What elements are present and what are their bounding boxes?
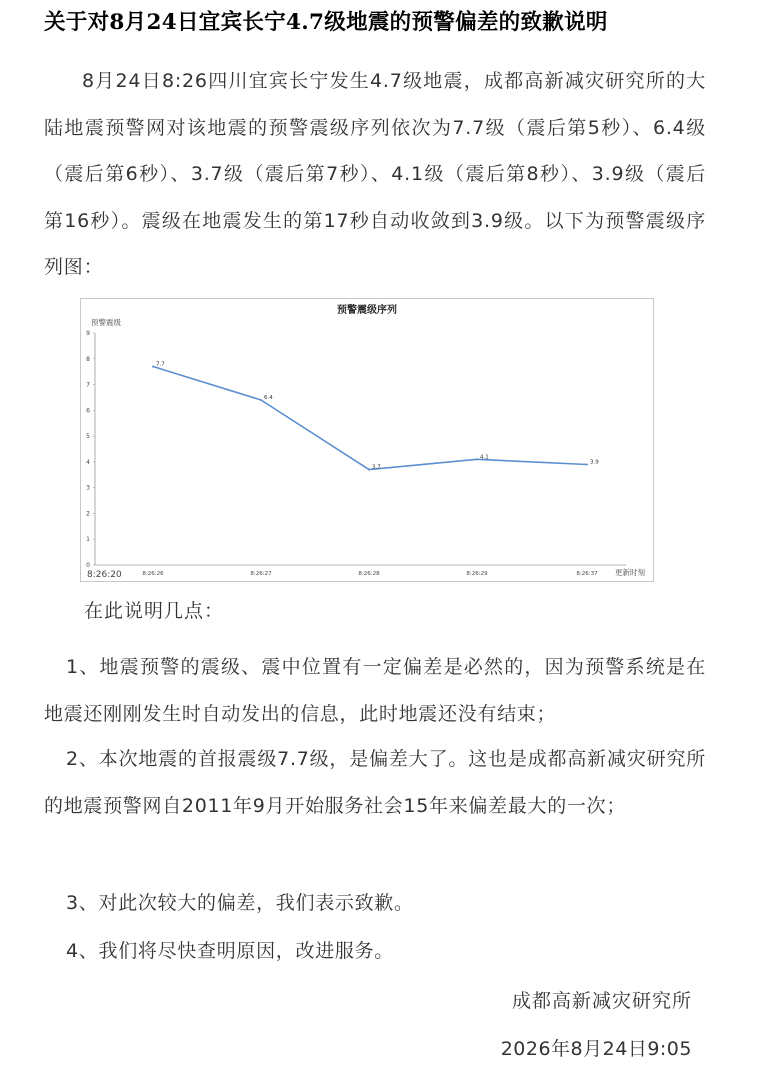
x-tick-label: 8:26:26 xyxy=(142,571,164,577)
y-tick-label: 9 xyxy=(86,330,90,337)
magnitude-sequence-chart xyxy=(80,298,654,582)
x-axis-title: 更新时刻 xyxy=(615,568,645,577)
y-tick-label: 7 xyxy=(86,381,90,389)
y-tick-label: 4 xyxy=(86,458,90,466)
notes-heading: 在此说明几点： xyxy=(84,600,225,622)
series-polyline xyxy=(153,367,587,470)
x-tick-labels xyxy=(142,571,598,577)
note-item-1: 1、地震预警的震级、震中位置有一定偏差是必然的，因为预警系统是在地震还刚刚发生时自动发出的信息，此时地震还没有结束； xyxy=(44,656,706,725)
series-line xyxy=(152,366,588,471)
y-tick-label: 1 xyxy=(86,536,90,544)
x-tick-label: 8:26:29 xyxy=(466,571,488,577)
data-label: 7.7 xyxy=(156,361,165,368)
x-origin-label: 8:26:20 xyxy=(87,570,122,580)
intro-paragraph: 8月24日8:26四川宜宾长宁发生4.7级地震，成都高新减灾研究所的大陆地震预警网对该地震的预警震级序列依次为7.7级（震后第5秒）、6.4级（震后第6秒）、3.7级（震后第7秒）、4.1级（震后第8秒）、3.9级（震后第16秒）。震级在地震发生的第17秒自动收敛到3.9级。以下为预警震级序列图： xyxy=(44,70,706,278)
data-label: 3.9 xyxy=(590,459,599,466)
data-labels xyxy=(156,362,599,471)
document-title: 关于对8月24日宜宾长宁4.7级地震的预警偏差的致歉说明 xyxy=(44,10,608,35)
chart-svg xyxy=(81,299,653,581)
chart-axes xyxy=(93,333,626,565)
data-point xyxy=(586,464,588,466)
y-tick-label: 0 xyxy=(86,562,90,569)
y-tick-labels xyxy=(86,330,90,569)
x-tick-label: 8:26:27 xyxy=(250,571,272,577)
y-tick-label: 6 xyxy=(86,407,90,415)
data-label: 4.1 xyxy=(480,454,489,461)
x-tick-label: 8:26:37 xyxy=(576,571,598,577)
data-label: 6.4 xyxy=(264,395,273,402)
y-axis-title: 预警震级 xyxy=(91,318,121,327)
signature: 成都高新减灾研究所 xyxy=(511,990,692,1012)
y-tick-label: 2 xyxy=(86,510,90,518)
data-point xyxy=(260,399,262,401)
data-point xyxy=(152,366,154,368)
note-item-2: 2、本次地震的首报震级7.7级，是偏差大了。这也是成都高新减灾研究所的地震预警网自2011年9月开始服务社会15年来偏差最大的一次； xyxy=(44,748,706,817)
note-item-3: 3、对此次较大的偏差，我们表示致歉。 xyxy=(66,892,414,914)
data-label: 3.7 xyxy=(372,464,381,471)
y-tick-label: 5 xyxy=(86,433,90,441)
y-tick-label: 8 xyxy=(86,355,90,363)
note-item-4: 4、我们将尽快查明原因，改进服务。 xyxy=(66,940,394,962)
chart-title: 预警震级序列 xyxy=(337,305,397,316)
x-tick-label: 8:26:28 xyxy=(358,571,380,577)
y-tick-label: 3 xyxy=(86,484,90,492)
data-point xyxy=(476,458,478,460)
signature-date: 2026年8月24日9:05 xyxy=(500,1038,692,1060)
data-point xyxy=(368,469,370,471)
